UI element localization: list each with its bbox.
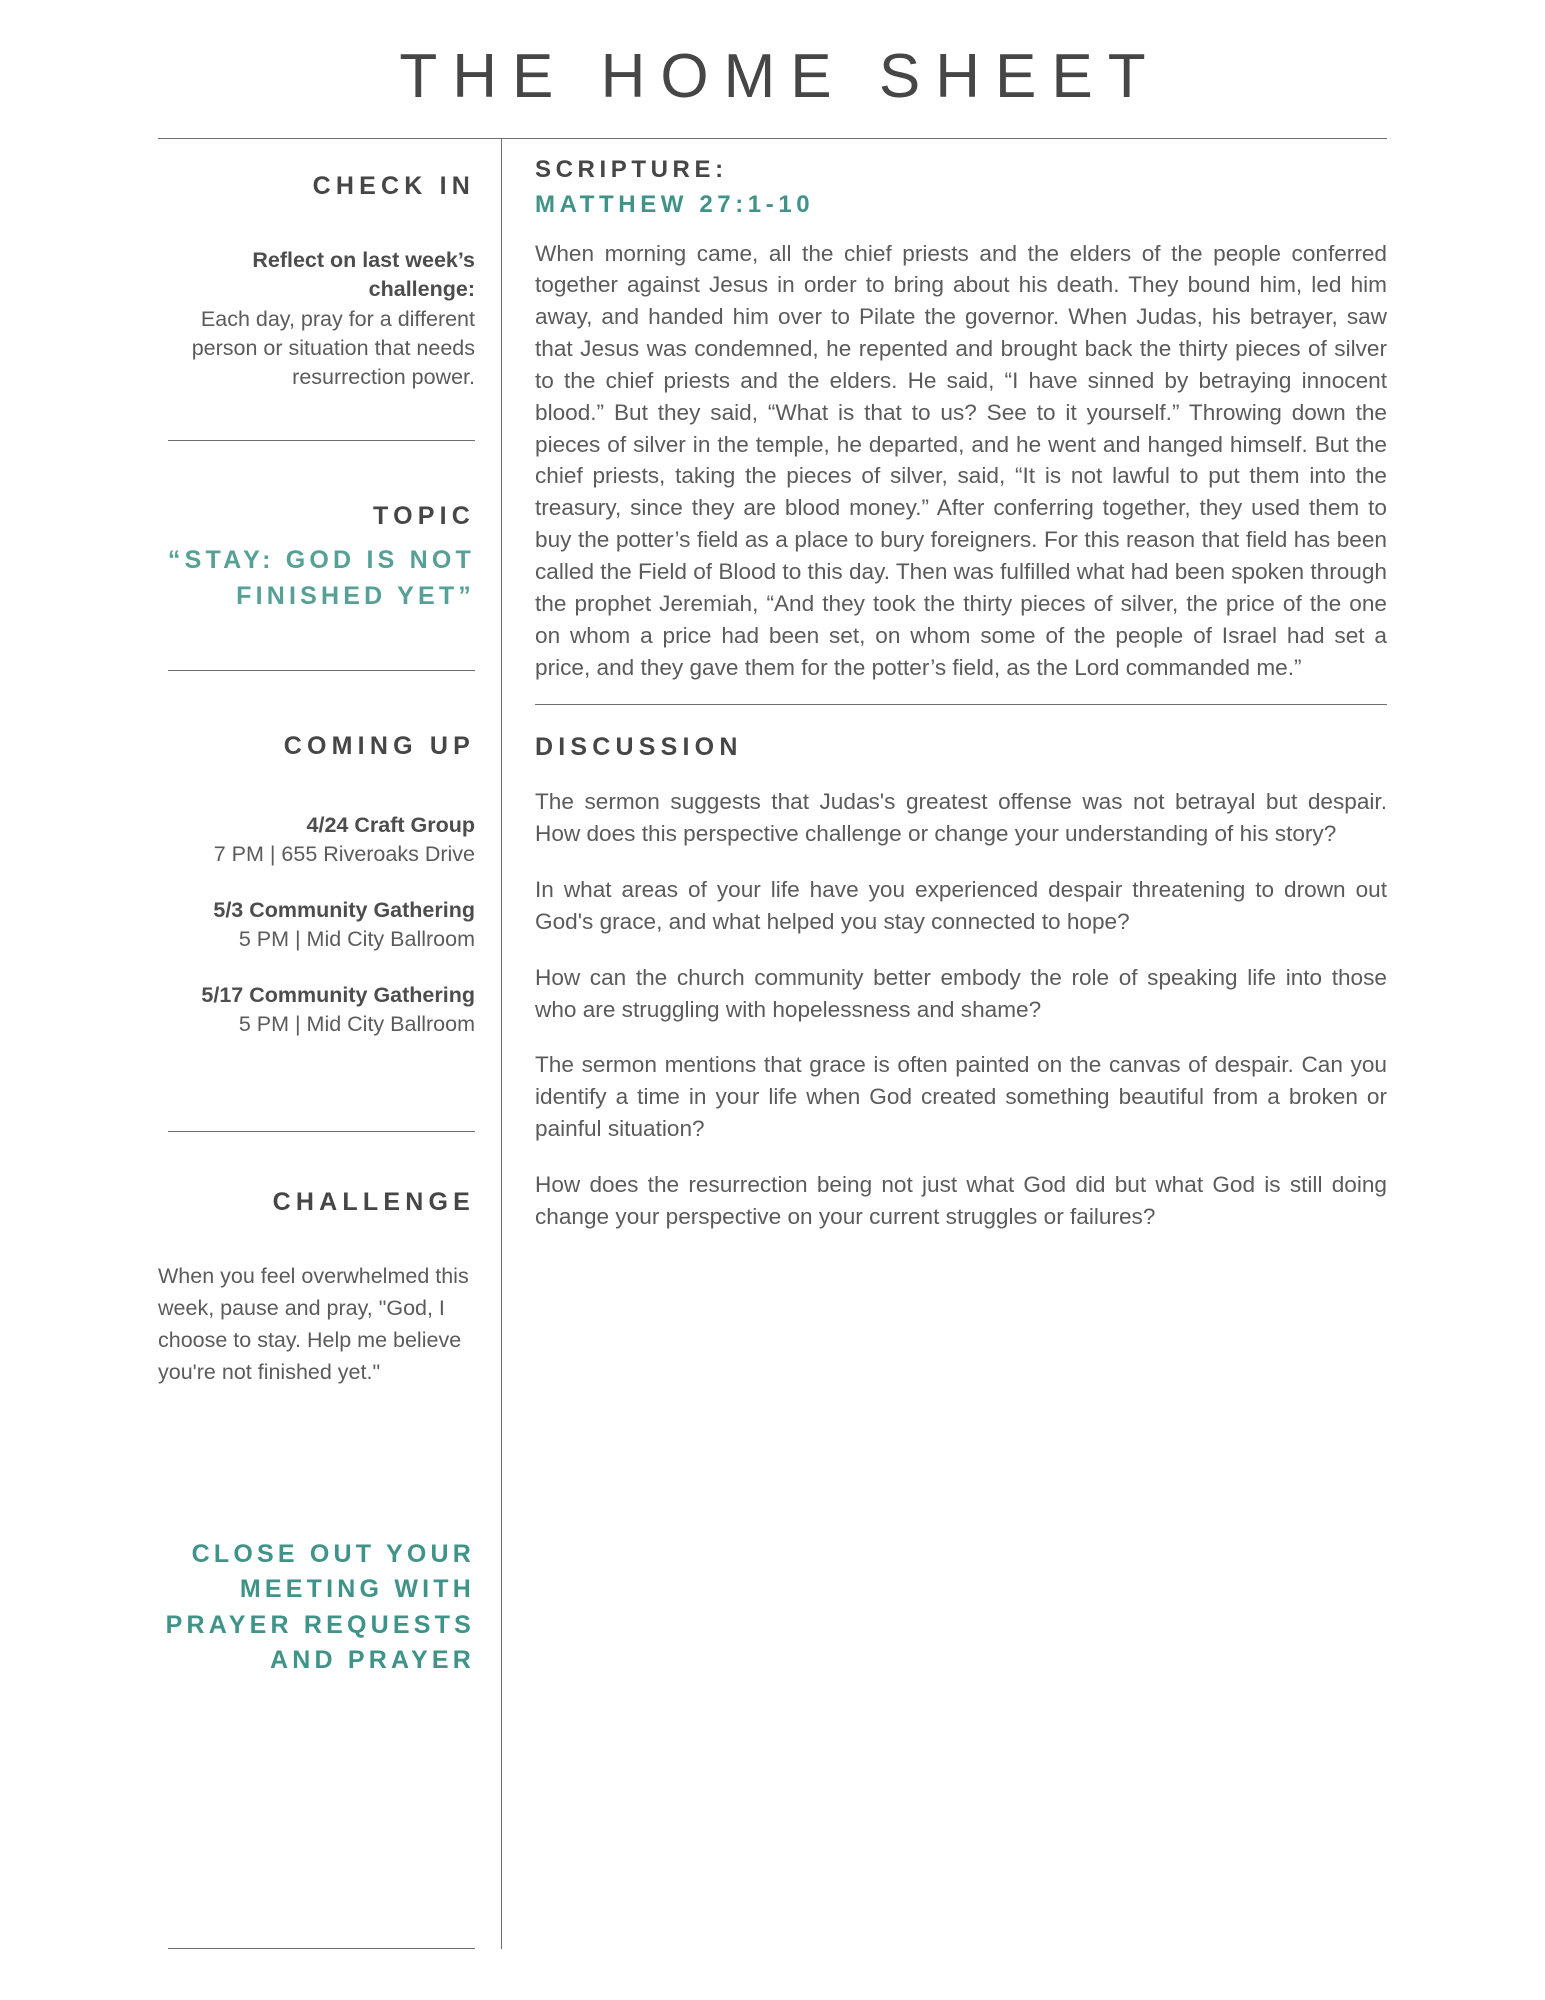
discussion-question: The sermon suggests that Judas's greatest offense was not betrayal but despair. How does this perspective challenge or change your understanding of his story? (535, 789, 1387, 847)
topic-text: “STAY: GOD IS NOT FINISHED YET” (167, 546, 475, 610)
event-item (158, 811, 475, 869)
masthead (0, 0, 1545, 109)
divider-bottom-left (168, 1948, 475, 1949)
scripture-reference: MATTHEW 27:1-10 (535, 190, 815, 218)
section-coming-up (158, 731, 475, 1039)
section-discussion (535, 733, 1387, 1232)
discussion-question: How does the resurrection being not just what God did but what God is still doing change your perspective on your current struggles or failures? (535, 1171, 1387, 1229)
challenge-heading: CHALLENGE (272, 1188, 475, 1217)
divider-after-scripture (535, 704, 1387, 705)
event-detail: 5 PM | Mid City Ballroom (238, 927, 475, 952)
event-detail: 5 PM | Mid City Ballroom (238, 1012, 475, 1037)
section-check-in (158, 139, 475, 392)
page-title: THE HOME SHEET (399, 42, 1161, 111)
discussion-question: In what areas of your life have you experienced despair threatening to drown out God's grace, and what helped you stay connected to hope? (535, 877, 1387, 934)
event-detail: 7 PM | 655 Riveroaks Drive (213, 842, 475, 867)
event-item (158, 981, 475, 1039)
left-column (158, 139, 502, 1949)
topic-heading: TOPIC (373, 502, 475, 531)
discussion-question: How can the church community better embody the role of speaking life into those who are struggling with hopelessness and shame? (535, 964, 1387, 1022)
check-in-heading: CHECK IN (312, 172, 475, 201)
left-column-spacer (158, 1679, 475, 1948)
section-scripture (535, 155, 1387, 683)
section-challenge (158, 1187, 475, 1388)
event-title: 5/17 Community Gathering (201, 983, 475, 1008)
event-title: 4/24 Craft Group (306, 813, 475, 838)
section-closing (158, 1537, 475, 1679)
challenge-body: When you feel overwhelmed this week, pause and pray, "God, I choose to stay. Help me believe you're not finished yet." (158, 1264, 469, 1384)
section-topic (158, 501, 475, 614)
event-item (158, 896, 475, 954)
discussion-heading: DISCUSSION (535, 733, 743, 762)
closing-text: CLOSE OUT YOUR MEETING WITH PRAYER REQUESTS AND PRAYER (165, 1539, 475, 1675)
check-in-lead: Reflect on last week’s challenge: (252, 248, 475, 302)
discussion-question: The sermon mentions that grace is often painted on the canvas of despair. Can you identify a time in your life when God created something beautiful from a broken or painful situation? (535, 1052, 1387, 1142)
coming-up-heading: COMING UP (283, 732, 475, 761)
scripture-label: SCRIPTURE: (535, 156, 728, 184)
scripture-passage: When morning came, all the chief priests and the elders of the people conferred together against Jesus in order to bring about his death. They bound him, led him away, and handed him over to Pilate the governor. When Judas, his betrayer, saw that Jesus was condemned, he repented and brought back the thirty pieces of silver to the chief priests and the elders. He said, “I have sinned by betraying innocent blood.” But they said, “What is that to us? See to it yourself.” Throwing down the pieces of silver in the temple, he departed, and he went and hanged himself. But the chief priests, taking the pieces of silver, said, “It is not lawful to put them into the treasury, since they are blood money.” After conferring together, they used them to buy the potter’s field as a place to bury foreigners. For this reason that field has been called the Field of Blood to this day. Then was fulfilled what had been spoken through the prophet Jeremiah, “And they took the thirty pieces of silver, the price of the one on whom a price had been set, on whom some of the people of Israel had set a price, and they gave them for the potter’s field, as the Lord commanded me.” (535, 240, 1387, 680)
check-in-body: Each day, pray for a different person or situation that needs resurrection power. (191, 306, 475, 390)
event-title: 5/3 Community Gathering (213, 898, 475, 923)
content-columns (158, 139, 1387, 1949)
right-column (502, 139, 1387, 1949)
